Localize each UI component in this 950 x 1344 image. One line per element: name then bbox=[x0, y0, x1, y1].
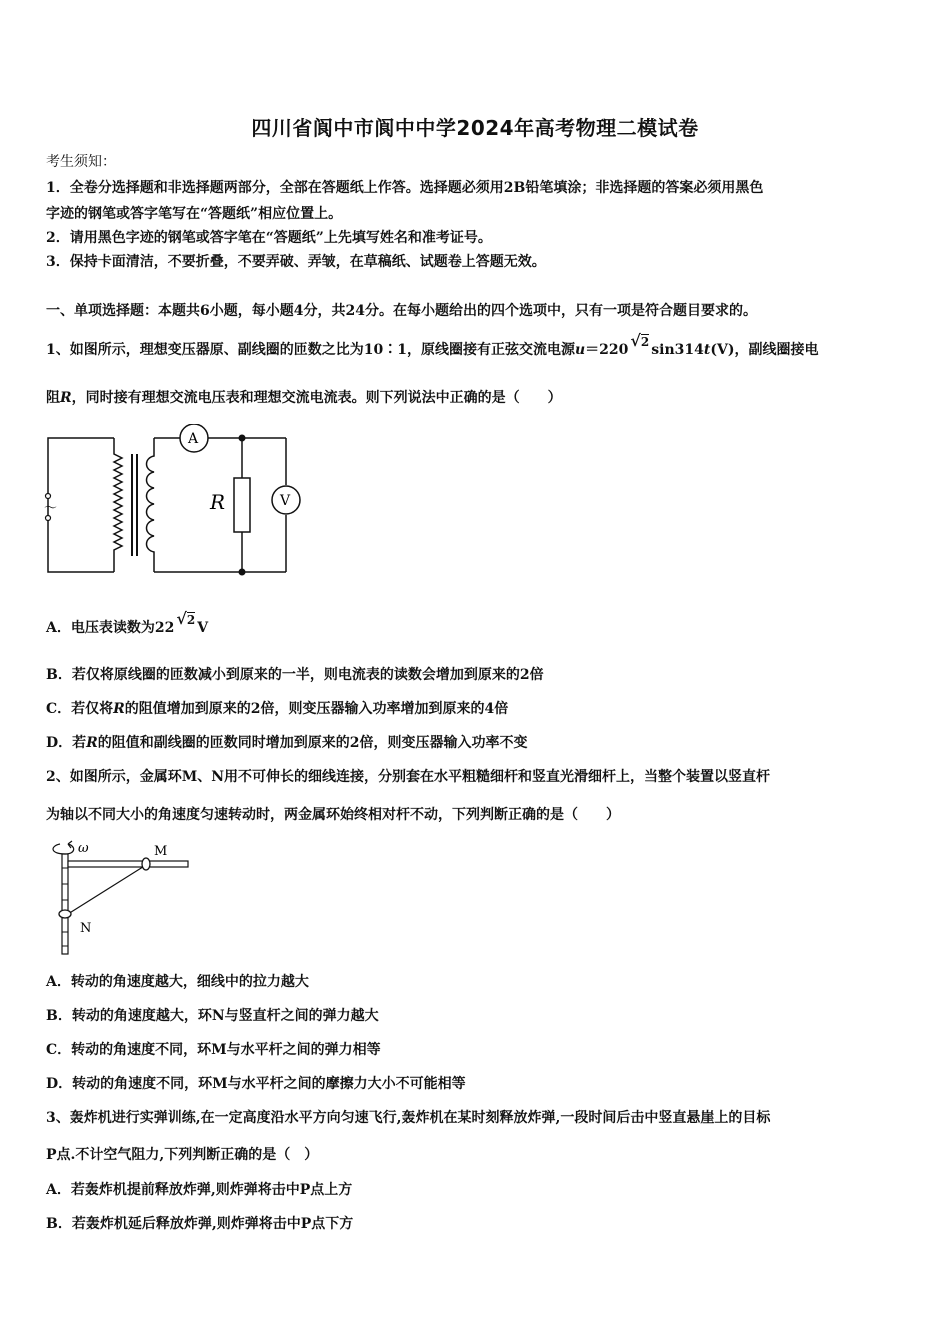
connecting-string bbox=[68, 865, 146, 914]
q1-var-t: t bbox=[703, 342, 711, 358]
notice-item-1: 1．全卷分选择题和非选择题两部分，全部在答题纸上作答。选择题必须用2B铅笔填涂；非选择题的答案必须用黑色 bbox=[46, 180, 764, 196]
q1-option-c bbox=[46, 700, 508, 718]
q1-option-d-var: R bbox=[86, 735, 98, 751]
notice-heading: 考生须知： bbox=[46, 154, 116, 170]
q2-rotating-rods-figure bbox=[46, 838, 206, 956]
q1-option-c-var: R bbox=[113, 701, 125, 717]
omega-label: ω bbox=[78, 841, 89, 856]
q1-var-u: u bbox=[574, 342, 586, 358]
q1-stem-text-d: 阻 bbox=[46, 390, 60, 406]
vertical-rod bbox=[62, 854, 68, 954]
primary-coil bbox=[114, 438, 122, 572]
ring-n bbox=[59, 910, 71, 918]
q1-stem-line2 bbox=[46, 389, 562, 407]
q1-option-a-sqrt: √2 bbox=[176, 609, 196, 628]
primary-wire bbox=[48, 438, 114, 572]
ac-source-label: ～ bbox=[44, 501, 58, 516]
ring-m bbox=[142, 858, 150, 870]
resistor-icon bbox=[234, 478, 250, 532]
q1-stem-text-c: (V)，副线圈接电 bbox=[710, 342, 819, 358]
junction-dot-top bbox=[239, 435, 246, 442]
secondary-coil bbox=[147, 438, 155, 572]
ring-m-label: M bbox=[154, 844, 168, 859]
q2-option-c: C．转动的角速度不同，环M与水平杆之间的弹力相等 bbox=[46, 1042, 381, 1058]
q1-var-r: R bbox=[60, 390, 72, 406]
q1-sqrt-root: 2 bbox=[640, 335, 650, 349]
q1-circuit-figure bbox=[44, 424, 304, 578]
q1-option-a bbox=[46, 609, 209, 637]
page-title: 四川省阆中市阆中中学2024年高考物理二模试卷 bbox=[251, 116, 699, 140]
q2-option-a: A．转动的角速度越大，细线中的拉力越大 bbox=[46, 974, 309, 990]
q1-option-c-prefix: C．若仅将 bbox=[46, 701, 114, 717]
q1-option-a-suffix: V bbox=[197, 620, 209, 636]
q1-option-d-suffix: 的阻值和副线圈的匝数同时增加到原来的2倍，则变压器输入功率不变 bbox=[97, 735, 528, 751]
q1-stem-text-a: 1、如图所示，理想变压器原、副线圈的匝数之比为10∶1，原线圈接有正弦交流电源 bbox=[46, 342, 575, 358]
notice-item-1-cont: 字迹的钢笔或答字笔写在“答题纸”相应位置上。 bbox=[46, 206, 343, 222]
q1-stem-line1 bbox=[46, 331, 819, 359]
q1-option-a-prefix: A．电压表读数为22 bbox=[46, 620, 175, 636]
q1-option-c-suffix: 的阻值增加到原来的2倍，则变压器输入功率增加到原来的4倍 bbox=[124, 701, 509, 717]
q3-option-b: B．若轰炸机延后释放炸弹,则炸弹将击中P点下方 bbox=[46, 1216, 354, 1232]
resistor-label: R bbox=[210, 490, 226, 514]
q1-sqrt: √2 bbox=[630, 331, 650, 350]
q1-stem-text-b: sin314 bbox=[651, 342, 704, 358]
q1-option-b: B．若仅将原线圈的匝数减小到原来的一半，则电流表的读数会增加到原来的2倍 bbox=[46, 667, 544, 683]
section-heading: 一、单项选择题：本题共6小题，每小题4分，共24分。在每小题给出的四个选项中，只有一项是符合题目要求的。 bbox=[46, 303, 757, 319]
ring-n-label: N bbox=[80, 921, 92, 936]
q1-option-d-prefix: D．若 bbox=[46, 735, 87, 751]
q2-option-d: D．转动的角速度不同，环M与水平杆之间的摩擦力大小不可能相等 bbox=[46, 1076, 466, 1092]
q2-option-b: B．转动的角速度越大，环N与竖直杆之间的弹力越大 bbox=[46, 1008, 379, 1024]
q1-stem-eq: ＝220 bbox=[585, 342, 629, 358]
rotation-arrow-icon bbox=[53, 844, 74, 854]
q1-option-a-root: 2 bbox=[186, 613, 196, 627]
q2-stem-line2: 为轴以不同大小的角速度匀速转动时，两金属环始终相对杆不动，下列判断正确的是（ ） bbox=[46, 807, 620, 823]
q3-stem-line2: P点.不计空气阻力,下列判断正确的是（ ） bbox=[46, 1147, 319, 1163]
q2-stem-line1: 2、如图所示，金属环M、N用不可伸长的细线连接，分别套在水平粗糙细杆和竖直光滑细杆上，当整个装置以竖直杆 bbox=[46, 769, 771, 785]
q3-option-a: A．若轰炸机提前释放炸弹,则炸弹将击中P点上方 bbox=[46, 1182, 353, 1198]
notice-item-3: 3．保持卡面清洁，不要折叠，不要弄破、弄皱，在草稿纸、试题卷上答题无效。 bbox=[46, 254, 546, 270]
q1-stem-text-e: ，同时接有理想交流电压表和理想交流电流表。则下列说法中正确的是（ ） bbox=[71, 390, 562, 406]
voltmeter-label: V bbox=[280, 493, 291, 509]
q3-stem-line1: 3、轰炸机进行实弹训练,在一定高度沿水平方向匀速飞行,轰炸机在某时刻释放炸弹,一段时间后击中竖直悬崖上的目标 bbox=[46, 1110, 771, 1126]
notice-item-2: 2．请用黑色字迹的钢笔或答字笔在“答题纸”上先填写姓名和准考证号。 bbox=[46, 230, 492, 246]
junction-dot-bottom bbox=[239, 569, 246, 576]
ammeter-label: A bbox=[188, 431, 199, 447]
q1-option-d bbox=[46, 734, 528, 752]
horizontal-rod bbox=[68, 861, 188, 867]
